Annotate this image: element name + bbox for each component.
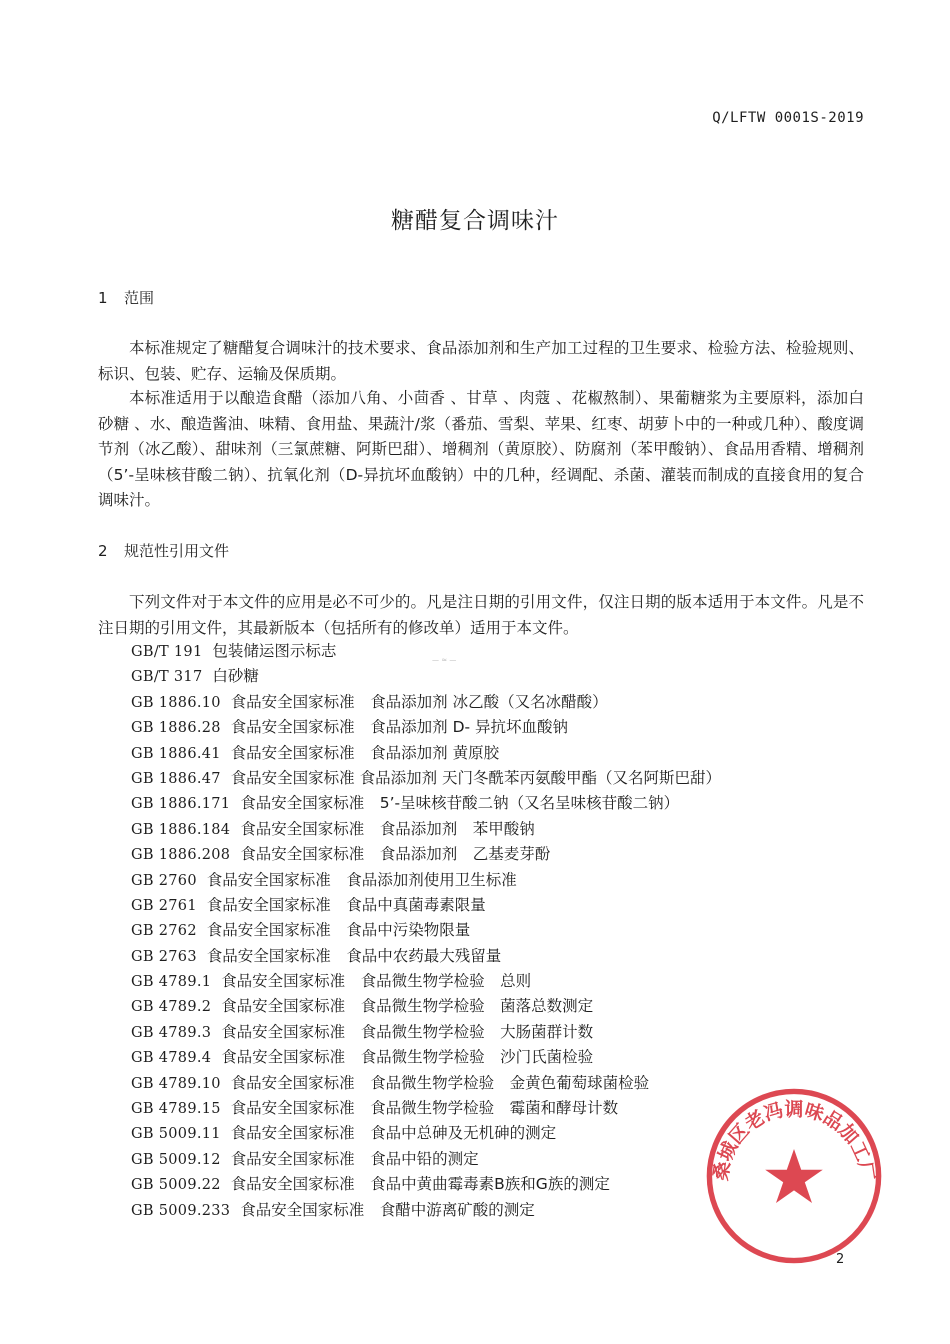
reference-title: 食品安全国家标准 食品添加剂 黄原胶 <box>230 743 500 762</box>
reference-code: GB 2761 <box>131 897 197 914</box>
reference-title: 食品安全国家标准 食醋中游离矿酸的测定 <box>240 1200 535 1219</box>
reference-title: 食品安全国家标准 食品中黄曲霉毒素B族和G族的测定 <box>230 1175 610 1194</box>
reference-title: 食品安全国家标准 食品微生物学检验 霉菌和酵母计数 <box>230 1099 619 1118</box>
reference-item <box>131 791 721 816</box>
reference-item <box>131 994 721 1019</box>
reference-code: GB 1886.41 <box>131 745 221 762</box>
seal-star-icon <box>765 1149 823 1203</box>
reference-code: GB/T 191 <box>131 644 203 660</box>
reference-item <box>131 766 721 791</box>
reference-item <box>131 715 721 740</box>
reference-title: 食品安全国家标准 食品添加剂 冰乙酸（又名冰醋酸） <box>230 692 608 711</box>
reference-title: 食品安全国家标准 食品微生物学检验 大肠菌群计数 <box>221 1022 594 1041</box>
reference-title: 食品安全国家标准 食品中总砷及无机砷的测定 <box>230 1124 557 1143</box>
reference-code: GB 2763 <box>131 948 197 965</box>
reference-item <box>131 1096 721 1121</box>
reference-code: GB 4789.4 <box>131 1050 212 1067</box>
reference-code: GB 2760 <box>131 872 197 889</box>
reference-title: 食品安全国家标准 食品微生物学检验 沙门氏菌检验 <box>221 1048 594 1067</box>
document-title: 糖醋复合调味汁 <box>391 208 559 234</box>
reference-item <box>131 969 721 994</box>
seal-text: 桑城区老冯调味品加工厂 <box>709 1098 879 1183</box>
reference-item <box>131 1045 721 1070</box>
reference-list <box>131 639 721 1223</box>
reference-item <box>131 1147 721 1172</box>
section-2-number: 2 <box>98 542 108 560</box>
reference-item <box>131 842 721 867</box>
section-2-title: 规范性引用文件 <box>124 542 230 560</box>
reference-code: GB 5009.22 <box>131 1177 221 1194</box>
reference-code: GB 1886.47 <box>131 770 221 787</box>
reference-code: GB 1886.184 <box>131 821 231 838</box>
reference-code: GB 5009.11 <box>131 1126 221 1143</box>
reference-item <box>131 868 721 893</box>
reference-code: GB 4789.2 <box>131 999 212 1016</box>
standard-code: Q/LFTW 0001S-2019 <box>712 110 864 126</box>
reference-title: 食品安全国家标准 食品添加剂 天门冬酰苯丙氨酸甲酯（又名阿斯巴甜） <box>230 768 722 787</box>
reference-item <box>131 664 721 689</box>
reference-title: 食品安全国家标准 食品添加剂 乙基麦芽酚 <box>240 845 551 864</box>
reference-code: GB 1886.171 <box>131 796 231 813</box>
reference-code: GB 1886.208 <box>131 847 231 864</box>
reference-code: GB 4789.10 <box>131 1075 221 1092</box>
reference-code: GB/T 317 <box>131 669 203 686</box>
scope-paragraph-1: 本标准规定了糖醋复合调味汁的技术要求、食品添加剂和生产加工过程的卫生要求、检验方法、检验规则、标识、包装、贮存、运输及保质期。 <box>98 339 864 383</box>
reference-code: GB 2762 <box>131 923 197 940</box>
reference-title: 食品安全国家标准 食品中污染物限量 <box>206 921 471 940</box>
reference-code: GB 4789.1 <box>131 974 212 991</box>
reference-item <box>131 1172 721 1197</box>
reference-item <box>131 690 721 715</box>
reference-item <box>131 944 721 969</box>
reference-code: GB 1886.10 <box>131 694 221 711</box>
reference-title: 白砂糖 <box>212 667 259 686</box>
reference-item <box>131 817 721 842</box>
reference-item <box>131 893 721 918</box>
section-1-heading <box>98 287 154 308</box>
reference-item <box>131 1121 721 1146</box>
reference-item <box>131 1020 721 1045</box>
reference-title: 食品安全国家标准 食品添加剂 D- 异抗坏血酸钠 <box>230 718 569 737</box>
reference-title: 食品安全国家标准 食品中真菌毒素限量 <box>206 895 486 914</box>
reference-code: GB 5009.12 <box>131 1151 221 1168</box>
page-number: 2 <box>836 1252 845 1267</box>
scope-paragraph-2: 本标准适用于以酿造食醋（添加八角、小茴香 、甘草 、肉蔻 、花椒熬制）、果葡糖浆为主要原料，添加白砂糖 、水、酿造酱油、味精、食用盐、果蔬汁/浆（番茄、雪梨、苹果、红枣、胡萝卜中的一种或几种）、酸度调节剂（冰乙酸）、甜味剂（三氯蔗糖、阿斯巴甜）、增稠剂（黄原胶）、防腐剂（苯甲酸钠）、食品用香精、增稠剂（5’-呈味核苷酸二钠）、抗氧化剂（D-异抗坏血酸钠）中的几种，经调配、杀菌、灌装而制成的直接食用的复合调味汁。 <box>98 389 864 509</box>
reference-title: 食品安全国家标准 食品中铅的测定 <box>230 1149 479 1168</box>
reference-code: GB 5009.233 <box>131 1202 231 1219</box>
references-intro: 下列文件对于本文件的应用是必不可少的。凡是注日期的引用文件，仅注日期的版本适用于本文件。凡是不注日期的引用文件，其最新版本（包括所有的修改单）适用于本文件。 <box>98 593 864 637</box>
section-1-number: 1 <box>98 289 108 307</box>
reference-item <box>131 1071 721 1096</box>
reference-title: 包装储运图示标志 <box>212 642 337 660</box>
reference-item <box>131 918 721 943</box>
scan-artifact: — ≈ — <box>432 656 457 664</box>
reference-title: 食品安全国家标准 5’-呈味核苷酸二钠（又名呈味核苷酸二钠） <box>240 794 680 813</box>
company-seal <box>704 1086 884 1266</box>
section-1-title: 范围 <box>124 289 155 307</box>
reference-title: 食品安全国家标准 食品微生物学检验 菌落总数测定 <box>221 997 594 1016</box>
reference-title: 食品安全国家标准 食品添加剂使用卫生标准 <box>206 870 517 889</box>
section-2-heading <box>98 540 229 561</box>
reference-title: 食品安全国家标准 食品微生物学检验 总则 <box>221 972 532 991</box>
reference-title: 食品安全国家标准 食品微生物学检验 金黄色葡萄球菌检验 <box>230 1073 650 1092</box>
reference-code: GB 4789.3 <box>131 1024 212 1041</box>
reference-item <box>131 639 721 664</box>
reference-title: 食品安全国家标准 食品中农药最大残留量 <box>206 946 502 965</box>
reference-code: GB 1886.28 <box>131 720 221 737</box>
reference-item <box>131 741 721 766</box>
reference-item <box>131 1198 721 1223</box>
reference-code: GB 4789.15 <box>131 1101 221 1118</box>
reference-title: 食品安全国家标准 食品添加剂 苯甲酸钠 <box>240 819 535 838</box>
